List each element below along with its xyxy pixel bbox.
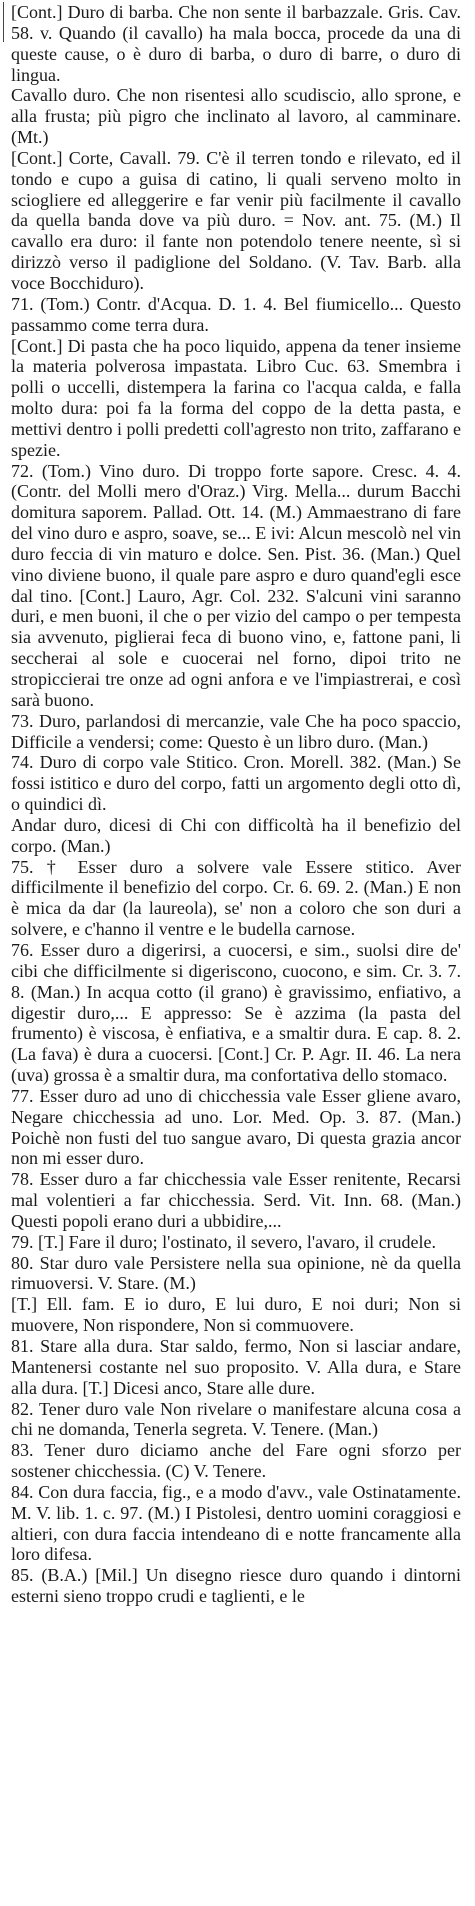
entry-84-text: 84. Con dura faccia, fig., e a modo d'avv., vale Ostinatamente. M. V. lib. 1. c. 97. (M.) I Pistolesi, dentro uomini coraggiosi e altieri, con dura faccia intendeano di e notte francamente alla loro difesa. xyxy=(11,1481,461,1565)
entry-74-text: 74. Duro di corpo vale Stitico. Cron. Morell. 382. (Man.) Se fossi istitico e duro del corpo, fatti un argomento degli otto dì, o quindici dì. xyxy=(11,752,461,815)
entry-73 xyxy=(11,711,461,753)
entry-andar-duro xyxy=(11,815,461,857)
entry-barba-text: [Cont.] Duro di barba. Che non sente il barbazzale. Gris. Cav. 58. v. Quando (il cavallo) ha mala bocca, procede da una di queste cause, o è duro di barba, o duro di barre, o duro di lingua. xyxy=(11,2,461,85)
entry-pasta xyxy=(11,336,461,461)
entry-corte-cavall xyxy=(11,148,461,294)
entry-82-text: 82. Tener duro vale Non rivelare o manifestare alcuna cosa a chi ne domanda, Tenerla segreta. V. Tenere. (Man.) xyxy=(11,1398,461,1440)
entry-71 xyxy=(11,294,461,336)
entry-73-text: 73. Duro, parlandosi di mercanzie, vale Che ha poco spaccio, Difficile a vendersi; come: Questo è un libro duro. (Man.) xyxy=(11,710,461,752)
entry-corte-cavall-text: [Cont.] Corte, Cavall. 79. C'è il terren tondo e rilevato, ed il tondo e cupo a guisa di catino, li quali serveno molto in sciogliere ed alleggerire e far venir più facilmente il cavallo da quella banda dove va più duro. = Nov. ant. 75. (M.) Il cavallo era duro: il fante non potendolo tenere neente, sì si dirizzò verso il padiglione del Soldano. (V. Tav. Barb. alla voce Bocchiduro). xyxy=(11,147,461,293)
entry-ell-fam-text: [T.] Ell. fam. E io duro, E lui duro, E noi duri; Non si muovere, Non rispondere, Non si commuovere. xyxy=(11,1294,461,1336)
entry-79-text: 79. [T.] Fare il duro; l'ostinato, il severo, l'avaro, il crudele. xyxy=(11,1231,437,1252)
entry-ell-fam xyxy=(11,1294,461,1336)
entry-80-text: 80. Star duro vale Persistere nella sua opinione, nè da quella rimuoversi. V. Stare. (M.) xyxy=(11,1252,461,1294)
entry-76-text: 76. Esser duro a digerirsi, a cuocersi, e sim., suolsi dire de' cibi che difficilmente si digeriscono, cuocono, e sim. Cr. 3. 7. 8. (Man.) In acqua cotto (il grano) è gravissimo, enfiativo, a digestir duro,... E appresso: Se è azzima (la pasta del frumento) è viscosa, è enfiativa, e a smaltir dura. E cap. 8. 2. (La fava) è dura a cuocersi. [Cont.] Cr. P. Agr. II. 46. La nera (uva) grossa è a smaltir dura, ma confortativa dello stomaco. xyxy=(11,939,461,1086)
entry-cavallo-duro xyxy=(11,85,461,148)
entry-85 xyxy=(11,1565,461,1607)
entry-75-text: 75. † Esser duro a solvere vale Essere stitico. Aver difficilmente il benefizio del corpo. Cr. 6. 69. 2. (Man.) E non è mica da dar (la laureola), se' non a coloro che son duri a solvere, e c'hanno il ventre e le budella carnose. xyxy=(11,856,461,940)
entry-85-text: 85. (B.A.) [Mil.] Un disegno riesce duro quando i dintorni esterni sieno troppo crudi e taglienti, e le xyxy=(11,1565,461,1607)
margin-rule xyxy=(3,2,4,42)
entry-82 xyxy=(11,1399,461,1441)
entry-78 xyxy=(11,1169,461,1232)
entry-81 xyxy=(11,1336,461,1399)
entry-77-text: 77. Esser duro ad uno di chicchessia vale Esser gliene avaro, Negare chicchessia ad uno. Lor. Med. Op. 3. 87. (Man.) Poichè non fusti del tuo sangue avaro, Di questa grazia ancor non mi esser duro. xyxy=(11,1085,461,1169)
entry-cavallo-duro-text: Cavallo duro. Che non risentesi allo scudiscio, allo sprone, e alla frusta; più pigro che inclinato al lavoro, al camminare. (Mt.) xyxy=(11,85,461,148)
entry-83-text: 83. Tener duro diciamo anche del Fare ogni sforzo per sostener chicchessia. (C) V. Tenere. xyxy=(11,1440,461,1482)
entry-83 xyxy=(11,1440,461,1482)
entry-andar-duro-text: Andar duro, dicesi di Chi con difficoltà ha il benefizio del corpo. (Man.) xyxy=(11,814,461,856)
entry-78-text: 78. Esser duro a far chicchessia vale Esser renitente, Recarsi mal volentieri a far chicchessia. Serd. Vit. Inn. 68. (Man.) Questi popoli erano duri a ubbidire,... xyxy=(11,1169,461,1231)
entry-77 xyxy=(11,1086,461,1169)
entry-80 xyxy=(11,1253,461,1295)
dictionary-column xyxy=(11,2,461,1607)
entry-barba xyxy=(11,2,461,85)
entry-79 xyxy=(11,1232,461,1253)
entry-72-text: 72. (Tom.) Vino duro. Di troppo forte sapore. Cresc. 4. 4. (Contr. del Molli mero d'Oraz.) Virg. Mella... durum Bacchi domitura saporem. Pallad. Ott. 14. (M.) Ammaestrano di fare del vino duro e aspro, soave, se... E ivi: Alcun mescolò nel vin duro feccia di vin maturo e dolce. Sen. Pist. 36. (Man.) Quel vino diviene buono, il quale pare aspro e duro quand'egli esce dal tino. [Cont.] Lauro, Agr. Col. 232. S'alcuni vini saranno duri, e men buoni, il che o per vizio del campo o per tempesta sia avvenuto, piglierai feca di buono vino, e, fattone pani, li seccherai al sole e cuocerai nel forno, dipoi trito ne stropiccierai tre onze ad ogni anfora e ve l'impiastrerai, e così sarà buono. xyxy=(11,460,461,710)
entry-71-text: 71. (Tom.) Contr. d'Acqua. D. 1. 4. Bel fiumicello... Questo passammo come terra dura. xyxy=(11,293,461,335)
entry-81-text: 81. Stare alla dura. Star saldo, fermo, Non si lasciar andare, Mantenersi costante nel suo proposito. V. Alla dura, e Stare alla dura. [T.] Dicesi anco, Stare alle dure. xyxy=(11,1336,461,1398)
entry-74 xyxy=(11,752,461,815)
entry-75 xyxy=(11,857,461,940)
entry-76 xyxy=(11,940,461,1086)
entry-84 xyxy=(11,1482,461,1565)
entry-pasta-text: [Cont.] Di pasta che ha poco liquido, appena da tener insieme la materia polverosa impastata. Libro Cuc. 63. Smembra i polli o uccelli, distempera la farina co l'acqua calda, e falla molto dura: poi fa la forma del coppo de la detta pasta, e mettivi dentro i polli predetti coll'agresto non trito, zaffarano e spezie. xyxy=(11,335,461,460)
entry-72 xyxy=(11,461,461,711)
